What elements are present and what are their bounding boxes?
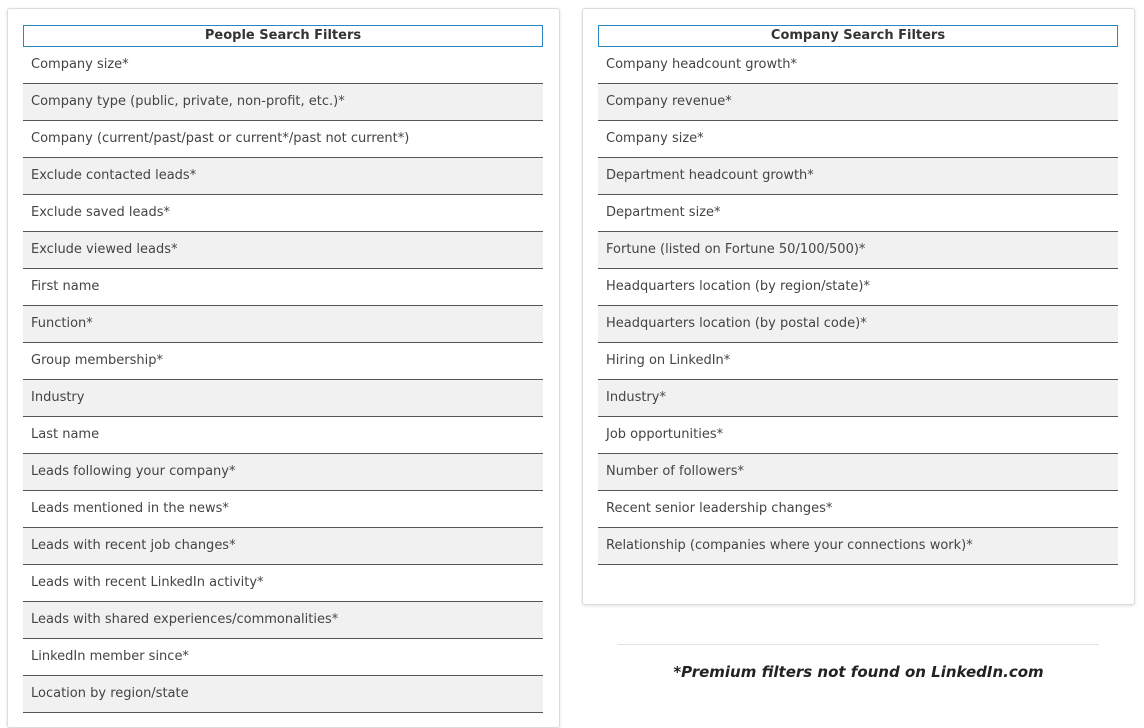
company-filter-row: Job opportunities* (598, 417, 1118, 454)
people-filter-row: Exclude contacted leads* (23, 158, 543, 195)
people-filter-row: Exclude viewed leads* (23, 232, 543, 269)
company-filter-row: Department size* (598, 195, 1118, 232)
people-filters-title: People Search Filters (23, 25, 543, 47)
people-filter-row: Leads with shared experiences/commonalities* (23, 602, 543, 639)
people-filter-row: Company type (public, private, non-profit, etc.)* (23, 84, 543, 121)
people-filter-row: First name (23, 269, 543, 306)
company-filter-row: Headquarters location (by postal code)* (598, 306, 1118, 343)
company-filter-row: Fortune (listed on Fortune 50/100/500)* (598, 232, 1118, 269)
people-filter-row: Leads following your company* (23, 454, 543, 491)
company-filter-row: Company revenue* (598, 84, 1118, 121)
company-filter-row: Headquarters location (by region/state)* (598, 269, 1118, 306)
people-filter-row: Leads with recent job changes* (23, 528, 543, 565)
company-filter-row: Industry* (598, 380, 1118, 417)
people-filter-row: Function* (23, 306, 543, 343)
premium-footnote: *Premium filters not found on LinkedIn.com (673, 663, 1044, 681)
people-filter-row: Last name (23, 417, 543, 454)
company-filters-list (598, 47, 1118, 565)
people-filter-row: Industry (23, 380, 543, 417)
section-divider (618, 644, 1099, 645)
people-filter-row: Leads mentioned in the news* (23, 491, 543, 528)
people-filter-row: LinkedIn member since* (23, 639, 543, 676)
people-filter-row: Company size* (23, 47, 543, 84)
people-filter-row: Location by region/state (23, 676, 543, 713)
company-filters-title: Company Search Filters (598, 25, 1118, 47)
company-filters-panel (582, 8, 1135, 605)
company-filter-row: Relationship (companies where your connections work)* (598, 528, 1118, 565)
people-filter-row: Group membership* (23, 343, 543, 380)
people-filter-row: Leads with recent LinkedIn activity* (23, 565, 543, 602)
people-filter-row: Exclude saved leads* (23, 195, 543, 232)
company-filter-row: Recent senior leadership changes* (598, 491, 1118, 528)
people-filters-list (23, 47, 543, 713)
company-filter-row: Company headcount growth* (598, 47, 1118, 84)
company-filter-row: Hiring on LinkedIn* (598, 343, 1118, 380)
company-filter-row: Number of followers* (598, 454, 1118, 491)
company-filter-row: Company size* (598, 121, 1118, 158)
company-filter-row: Department headcount growth* (598, 158, 1118, 195)
people-filter-row: Company (current/past/past or current*/past not current*) (23, 121, 543, 158)
people-filters-panel (7, 8, 560, 728)
